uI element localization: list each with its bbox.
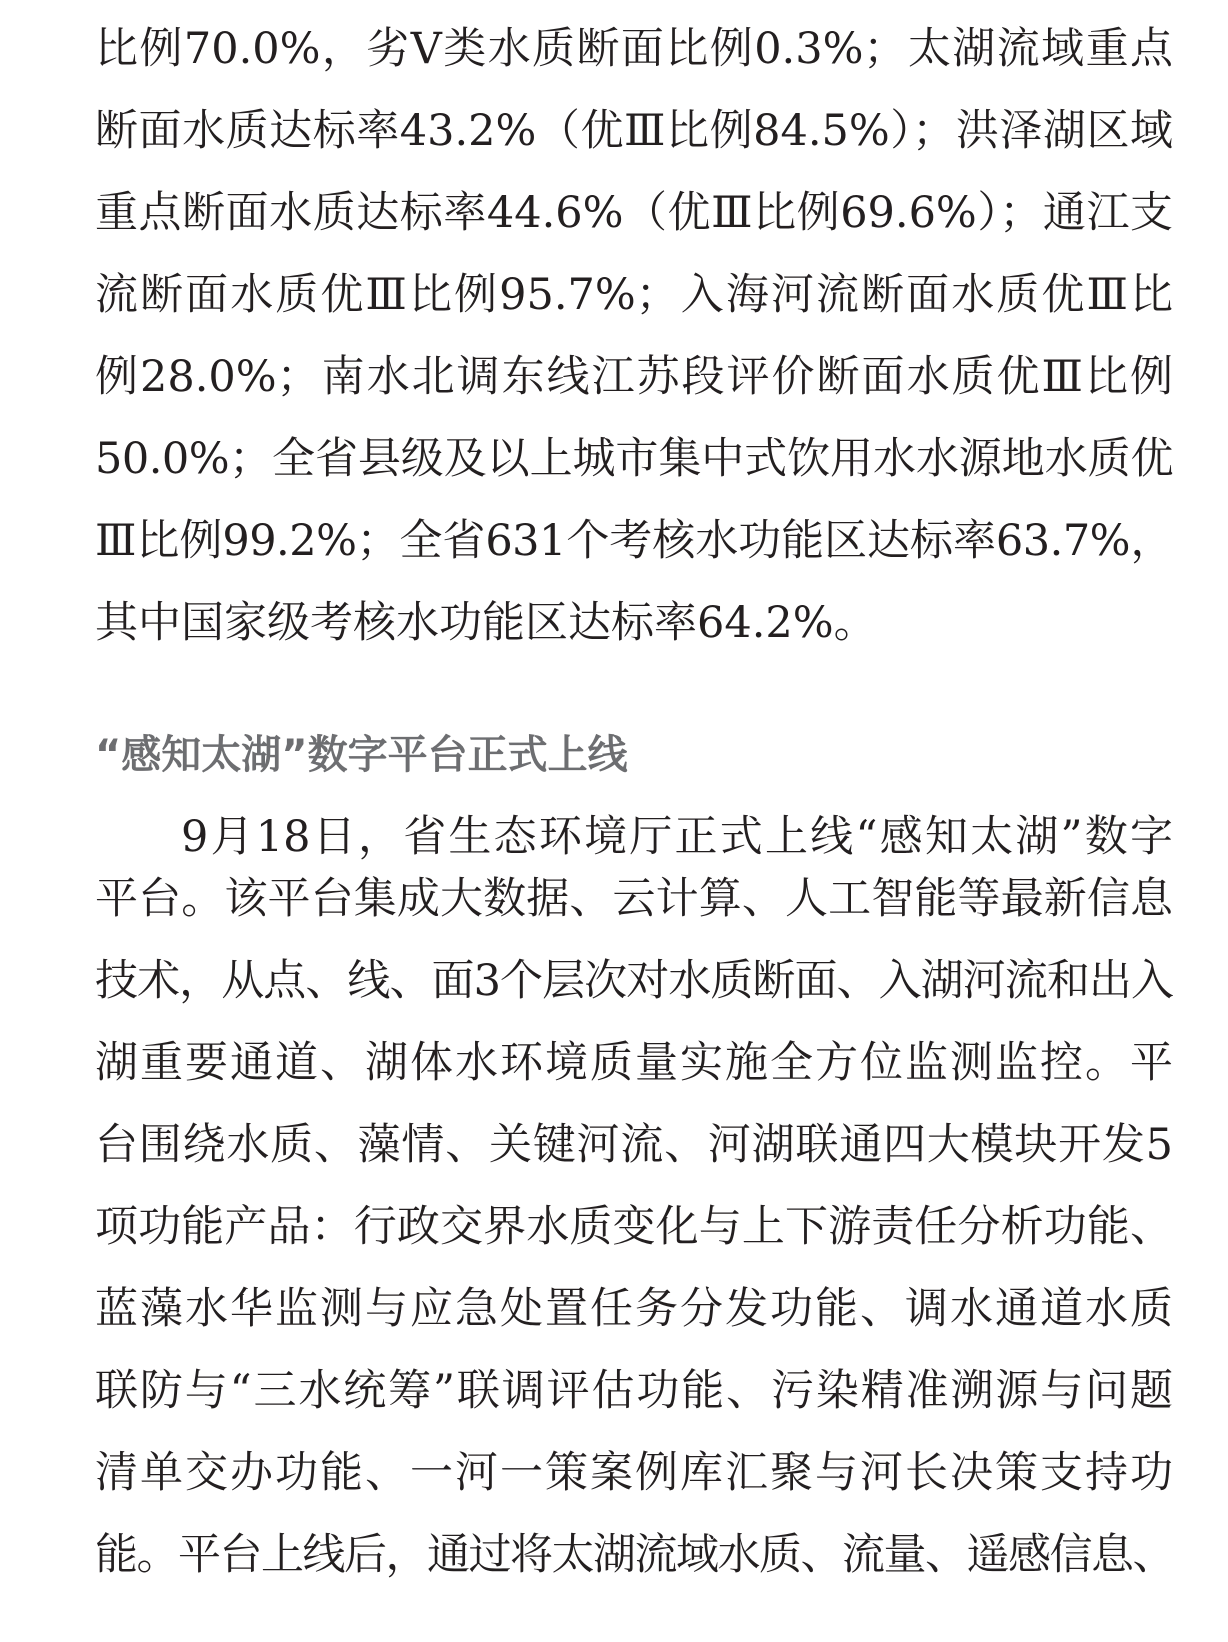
paragraph-line: 台围绕水质、藻情、关键河流、河湖联通四大模块开发5 xyxy=(95,1120,1173,1170)
section-heading: “感知太湖”数字平台正式上线 xyxy=(95,732,628,778)
paragraph-line: 蓝藻水华监测与应急处置任务分发功能、调水通道水质 xyxy=(95,1284,1173,1334)
paragraph-line: 9月18日，省生态环境厅正式上线“感知太湖”数字 xyxy=(181,812,1173,862)
paragraph-line: 重点断面水质达标率44.6%（优Ⅲ比例69.6%）；通江支 xyxy=(95,188,1173,238)
paragraph-line: 清单交办功能、一河一策案例库汇聚与河长决策支持功 xyxy=(95,1448,1173,1498)
paragraph-line: 能。平台上线后，通过将太湖流域水质、流量、遥感信息、 xyxy=(95,1530,1174,1580)
paragraph-line: Ⅲ比例99.2%；全省631个考核水功能区达标率63.7%， xyxy=(95,516,1173,566)
paragraph-line: 比例70.0%，劣Ⅴ类水质断面比例0.3%；太湖流域重点 xyxy=(95,24,1173,74)
paragraph-line: 50.0%；全省县级及以上城市集中式饮用水水源地水质优 xyxy=(95,434,1173,484)
paragraph-line: 例28.0%；南水北调东线江苏段评价断面水质优Ⅲ比例 xyxy=(95,352,1173,402)
paragraph-line: 项功能产品：行政交界水质变化与上下游责任分析功能、 xyxy=(95,1202,1173,1252)
paragraph-line: 流断面水质优Ⅲ比例95.7%；入海河流断面水质优Ⅲ比 xyxy=(95,270,1173,320)
paragraph-line: 其中国家级考核水功能区达标率64.2%。 xyxy=(95,598,877,648)
paragraph-line: 联防与“三水统筹”联调评估功能、污染精准溯源与问题 xyxy=(95,1366,1173,1416)
paragraph-line: 湖重要通道、湖体水环境质量实施全方位监测监控。平 xyxy=(95,1038,1173,1088)
paragraph-line: 断面水质达标率43.2%（优Ⅲ比例84.5%）；洪泽湖区域 xyxy=(95,106,1173,156)
paragraph-line: 平台。该平台集成大数据、云计算、人工智能等最新信息 xyxy=(95,874,1173,924)
paragraph-line: 技术，从点、线、面3个层次对水质断面、入湖河流和出入 xyxy=(95,956,1173,1006)
